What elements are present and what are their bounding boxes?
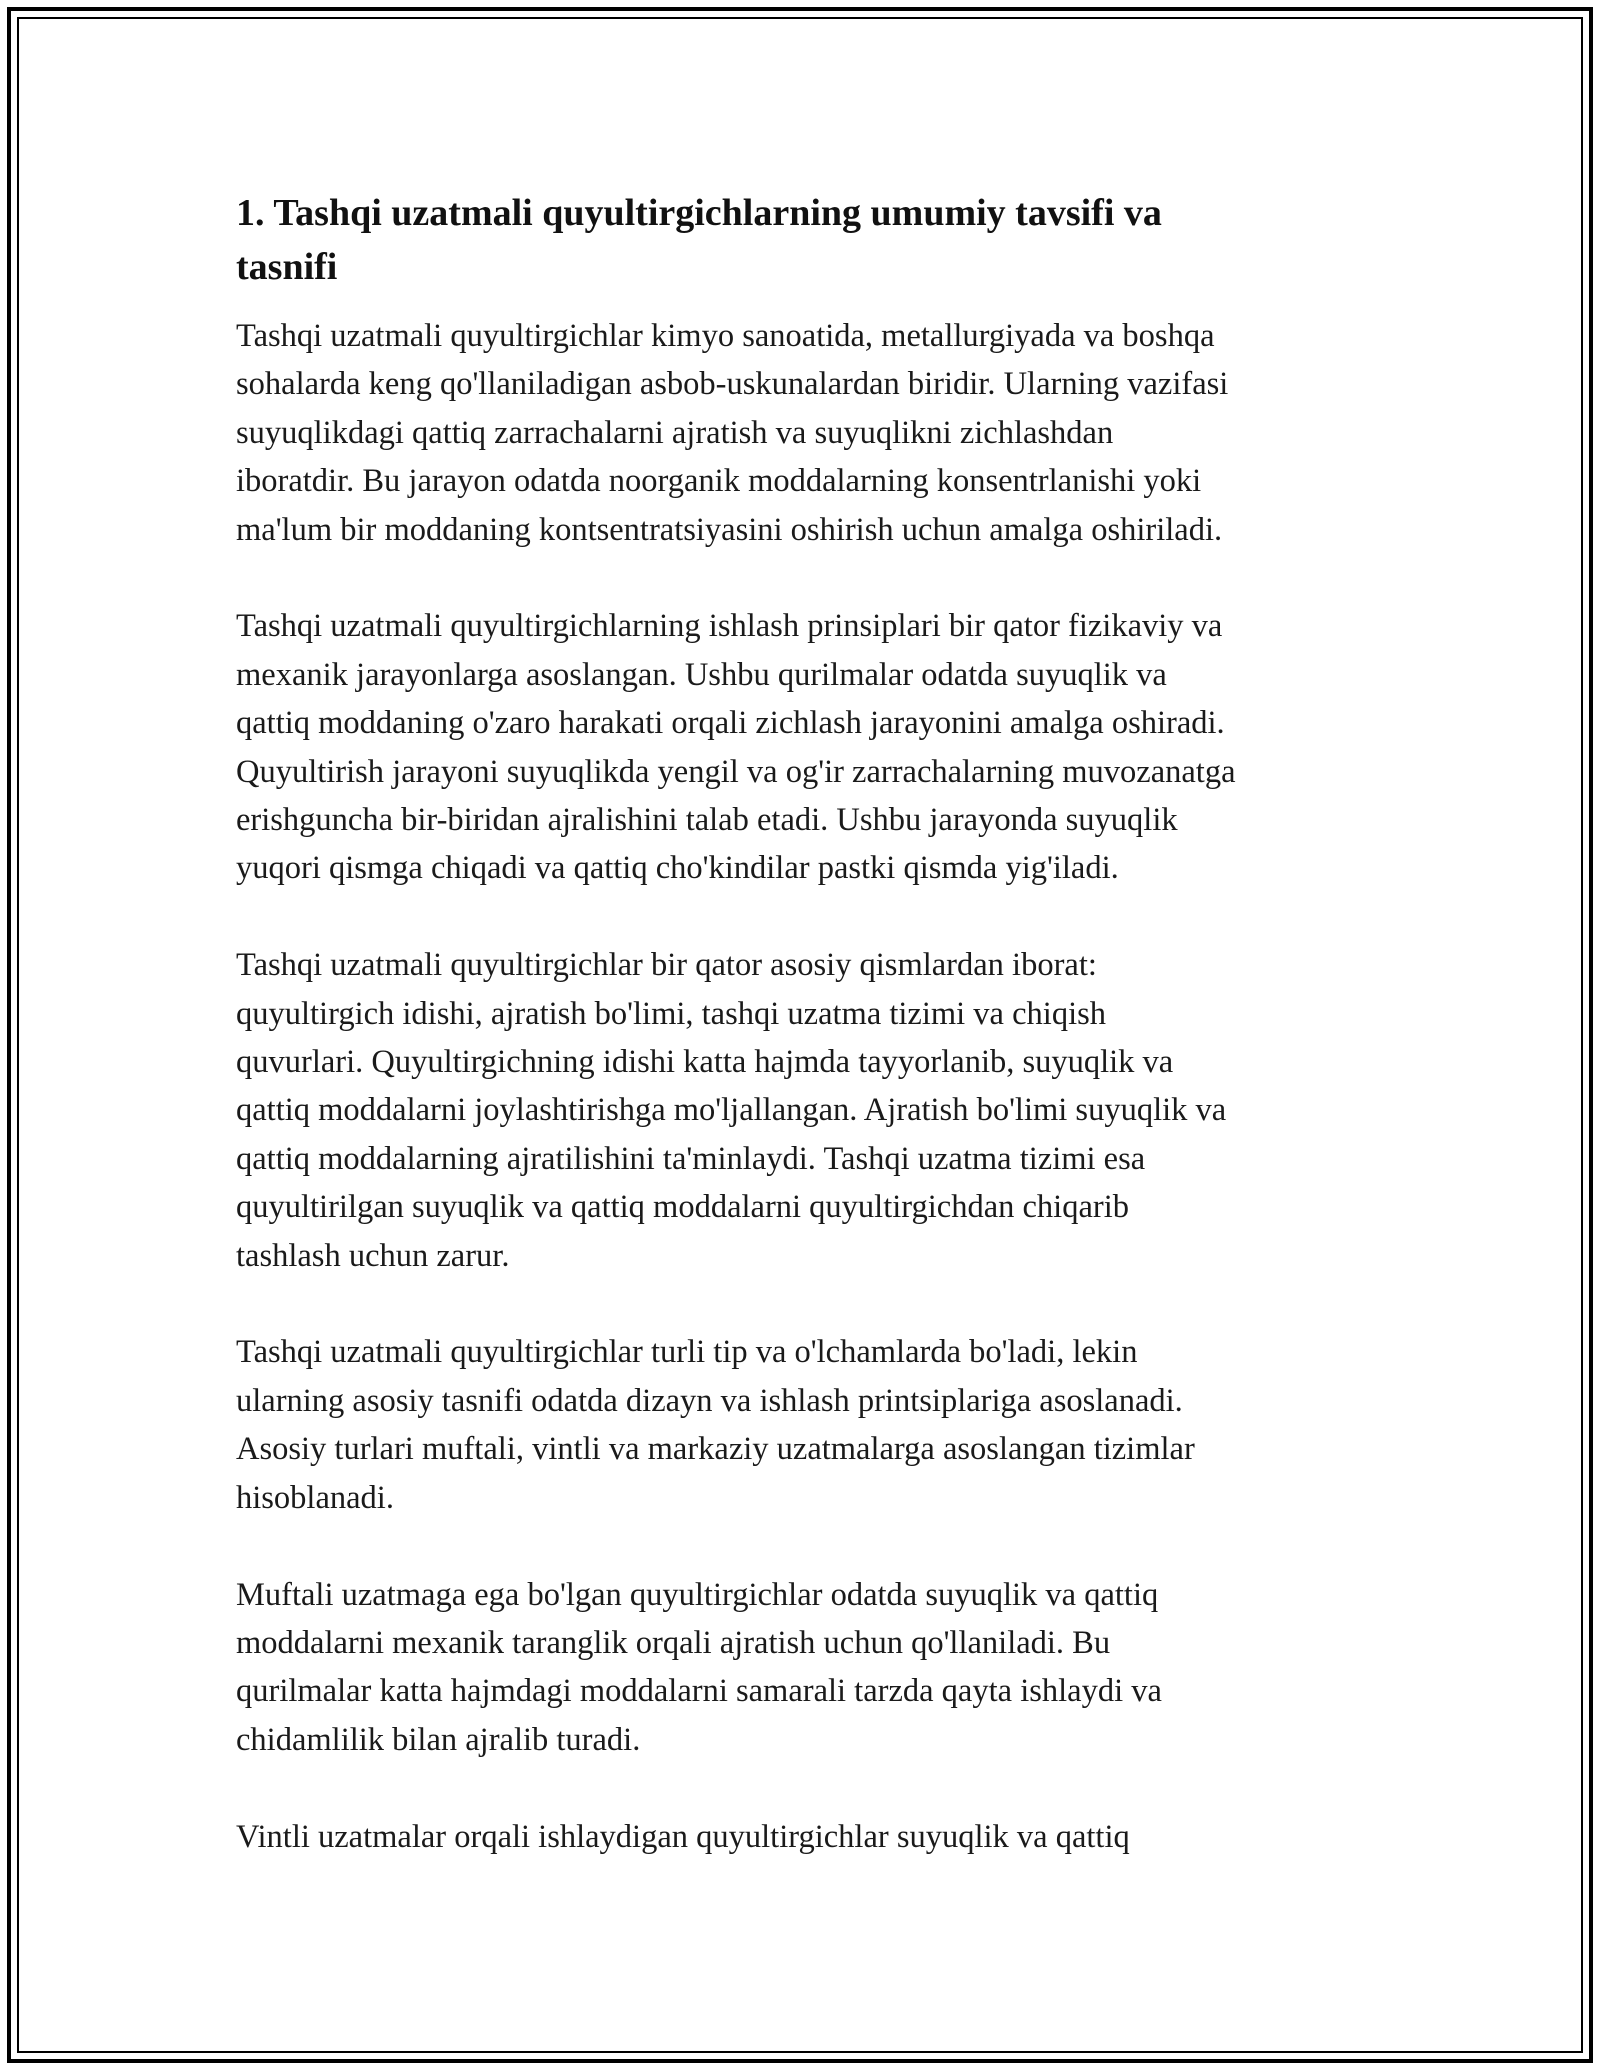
section-heading: [236, 186, 1376, 294]
heading-line: 1. Tashqi uzatmali quyultirgichlarning umumiy tavsifi va: [236, 192, 1162, 234]
paragraph-4: [236, 1328, 1376, 1522]
text-line: hisoblanadi.: [236, 1479, 394, 1516]
text-line: quvurlari. Quyultirgichning idishi katta hajmda tayyorlanib, suyuqlik va: [236, 1044, 1174, 1081]
paragraph-6: [236, 1813, 1376, 1861]
text-line: Tashqi uzatmali quyultirgichlarning ishlash prinsiplari bir qator fizikaviy va: [236, 608, 1223, 645]
paragraph-1: [236, 312, 1376, 554]
text-line: moddalarni mexanik taranglik orqali ajratish uchun qo'llaniladi. Bu: [236, 1624, 1111, 1661]
text-line: mexanik jarayonlarga asoslangan. Ushbu qurilmalar odatda suyuqlik va: [236, 656, 1167, 693]
paragraph-3: [236, 941, 1376, 1280]
text-line: iboratdir. Bu jarayon odatda noorganik moddalarning konsentrlanishi yoki: [236, 463, 1202, 500]
text-line: sohalarda keng qo'llaniladigan asbob-uskunalardan biridir. Ularning vazifasi: [236, 366, 1229, 403]
text-line: chidamlilik bilan ajralib turadi.: [236, 1721, 641, 1758]
text-line: quyultirilgan suyuqlik va qattiq moddalarni quyultirgichdan chiqarib: [236, 1189, 1129, 1226]
text-line: ularning asosiy tasnifi odatda dizayn va ishlash printsiplariga asoslanadi.: [236, 1382, 1183, 1419]
text-line: qattiq moddalarning ajratilishini ta'minlaydi. Tashqi uzatma tizimi esa: [236, 1140, 1146, 1177]
text-line: Asosiy turlari muftali, vintli va markaziy uzatmalarga asoslangan tizimlar: [236, 1431, 1195, 1468]
text-line: tashlash uchun zarur.: [236, 1237, 510, 1274]
paragraph-5: [236, 1571, 1376, 1765]
text-line: Muftali uzatmaga ega bo'lgan quyultirgichlar odatda suyuqlik va qattiq: [236, 1576, 1159, 1613]
text-line: Quyultirish jarayoni suyuqlikda yengil va og'ir zarrachalarning muvozanatga: [236, 753, 1236, 790]
text-line: Tashqi uzatmali quyultirgichlar kimyo sanoatida, metallurgiyada va boshqa: [236, 318, 1215, 354]
text-line: qurilmalar katta hajmdagi moddalarni samarali tarzda qayta ishlaydi va: [236, 1673, 1162, 1710]
text-line: quyultirgich idishi, ajratish bo'limi, tashqi uzatma tizimi va chiqish: [236, 995, 1106, 1032]
text-line: yuqori qismga chiqadi va qattiq cho'kindilar pastki qismda yig'iladi.: [236, 850, 1119, 887]
text-line: Vintli uzatmalar orqali ishlaydigan quyultirgichlar suyuqlik va qattiq: [236, 1818, 1130, 1855]
text-line: Tashqi uzatmali quyultirgichlar turli tip va o'lchamlarda bo'ladi, lekin: [236, 1334, 1138, 1371]
text-line: Tashqi uzatmali quyultirgichlar bir qator asosiy qismlardan iborat:: [236, 947, 1097, 984]
heading-line: tasnifi: [236, 246, 338, 288]
paragraph-2: [236, 602, 1376, 892]
text-line: qattiq moddaning o'zaro harakati orqali zichlash jarayonini amalga oshiradi.: [236, 705, 1225, 742]
text-line: suyuqlikdagi qattiq zarrachalarni ajratish va suyuqlikni zichlashdan: [236, 414, 1114, 451]
text-line: ma'lum bir moddaning kontsentratsiyasini oshirish uchun amalga oshiriladi.: [236, 511, 1223, 548]
text-line: erishguncha bir-biridan ajralishini talab etadi. Ushbu jarayonda suyuqlik: [236, 802, 1178, 839]
document-body: [236, 186, 1376, 1909]
text-line: qattiq moddalarni joylashtirishga mo'ljallangan. Ajratish bo'limi suyuqlik va: [236, 1092, 1227, 1129]
